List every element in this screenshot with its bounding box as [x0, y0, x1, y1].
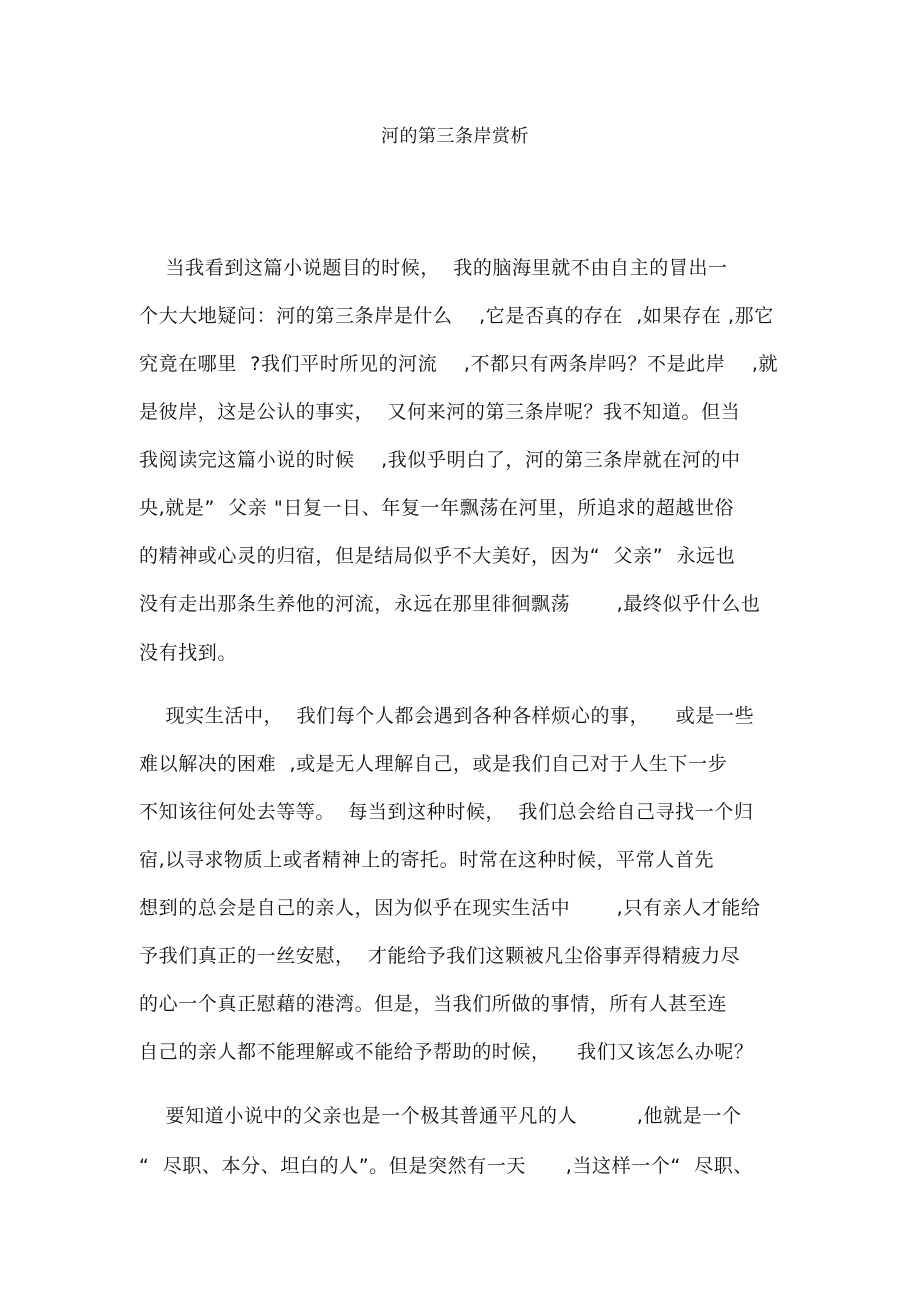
paragraph-line: 予我们真正的一丝安慰， 才能给予我们这颗被凡尘俗事弄得精疲力尽 — [139, 945, 741, 967]
paragraph-line: 是彼岸，这是公认的事实， 又何来河的第三条岸呢？我不知道。但当 — [139, 401, 741, 423]
paragraph-line: 要知道小说中的父亲也是一个极其普通平凡的人 ,他就是一个 — [139, 1105, 742, 1127]
paragraph-line: 的心一个真正慰藉的港湾。但是，当我们所做的事情，所有人甚至连 — [139, 993, 728, 1015]
paragraph-line: 我阅读完这篇小说的时候 ,我似乎明白了，河的第三条岸就在河的中 — [139, 449, 741, 471]
document-title: 河的第三条岸赏析 — [381, 126, 529, 147]
paragraph-line: 不知该往何处去等等。 每当到这种时候， 我们总会给自己寻找一个归 — [139, 801, 754, 823]
paragraph-line: 想到的总会是自己的亲人，因为似乎在现实生活中 ,只有亲人才能给 — [139, 897, 761, 919]
paragraph-line: 究竟在哪里 ?我们平时所见的河流 ,不都只有两条岸吗？不是此岸 ,就 — [139, 353, 779, 375]
paragraph-line: 个大大地疑问：河的第三条岸是什么 ,它是否真的存在 ,如果存在 ,那它 — [139, 305, 774, 327]
paragraph-line: 宿,以寻求物质上或者精神上的寄托。时常在这种时候，平常人首先 — [139, 849, 715, 871]
paragraph-line: “ 尽职、本分、坦白的人”。但是突然有一天 ,当这样一个“ 尽职、 — [139, 1155, 753, 1177]
paragraph-line: 自己的亲人都不能理解或不能给予帮助的时候， 我们又该怎么办呢？ — [139, 1041, 754, 1063]
paragraph-line: 没有找到。 — [139, 642, 238, 664]
paragraph-line: 没有走出那条生养他的河流，永远在那里徘徊飘荡 ,最终似乎什么也 — [139, 593, 761, 615]
paragraph-line: 当我看到这篇小说题目的时候， 我的脑海里就不由自主的冒出一 — [139, 257, 728, 279]
paragraph-line: 央,就是” 父亲 "日复一日、年复一年飘荡在河里，所追求的超越世俗 — [139, 497, 735, 519]
paragraph-line: 难以解决的困难 ,或是无人理解自己，或是我们自己对于人生下一步 — [139, 753, 728, 775]
paragraph-line: 现实生活中， 我们每个人都会遇到各种各样烦心的事， 或是一些 — [139, 705, 755, 727]
paragraph-line: 的精神或心灵的归宿，但是结局似乎不大美好，因为“ 父亲” 永远也 — [139, 545, 736, 567]
